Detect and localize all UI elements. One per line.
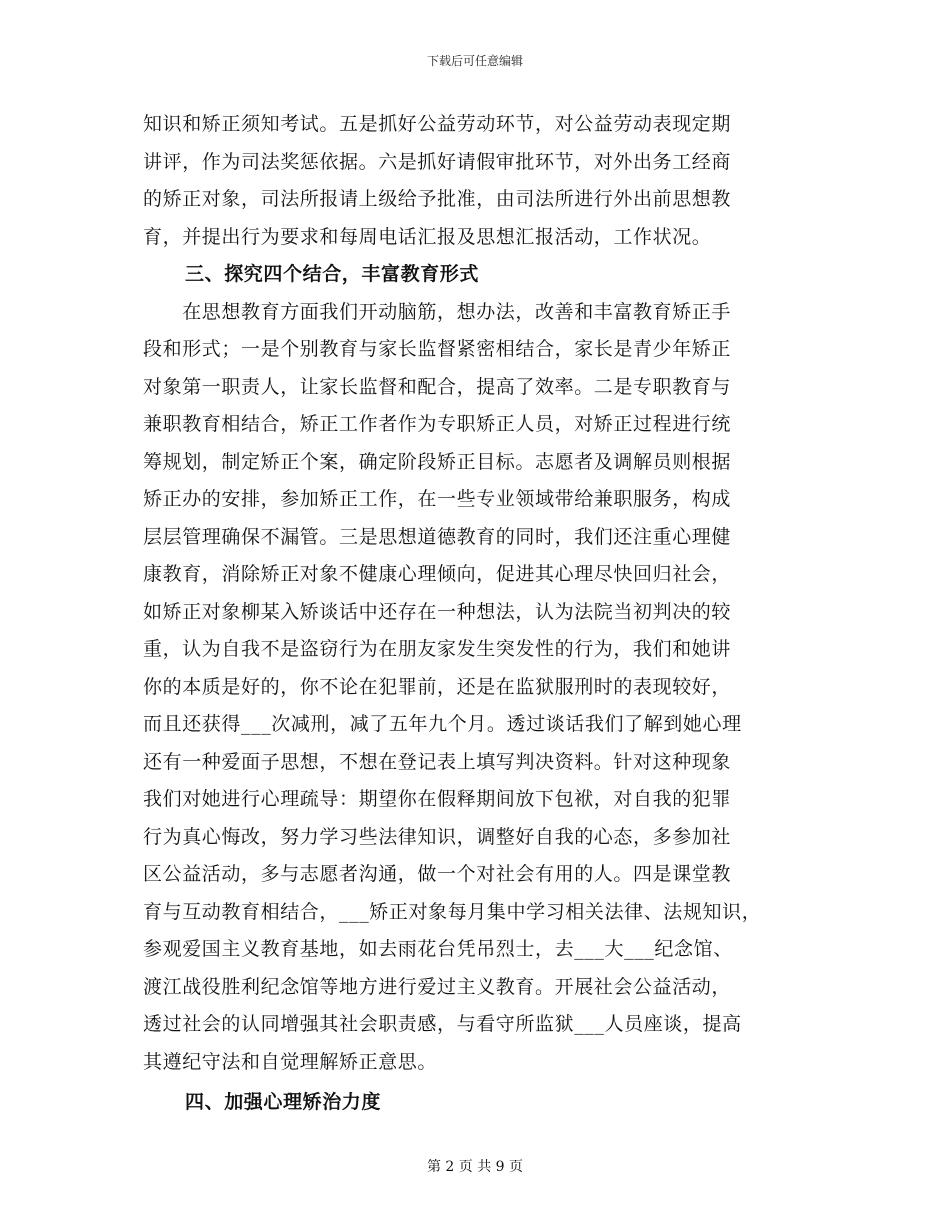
text-line: 其遵纪守法和自觉理解矫正意思。 [143, 1050, 438, 1073]
text-line: 矫正办的安排，参加矫正工作，在一些专业领域带给兼职服务，构成 [143, 488, 732, 510]
text-line: 行为真心悔改，努力学习些法律知识，调整好自我的心态，多参加社 [143, 825, 732, 848]
text-line: 对象第一职责人，让家长监督和配合，提高了效率。二是专职教育与 [143, 375, 732, 398]
text-line: 渡江战役胜利纪念馆等地方进行爱过主义教育。开展社会公益活动， [143, 975, 732, 998]
text-line: 参观爱国主义教育基地，如去雨花台凭吊烈士，去___大___纪念馆、 [143, 938, 733, 960]
text-line: 我们对她进行心理疏导：期望你在假释期间放下包袱，对自我的犯罪 [143, 788, 732, 810]
page-header: 下载后可任意编辑 [426, 54, 523, 68]
text-line: 层层管理确保不漏管。三是思想道德教育的同时，我们还注重心理健 [143, 525, 732, 548]
document-body [143, 106, 823, 1122]
text-line: 还有一种爱面子思想，不想在登记表上填写判决资料。针对这种现象 [143, 750, 732, 773]
section-heading-4: 四、加强心理矫治力度 [185, 1091, 382, 1113]
text-line: 筹规划，制定矫正个案，确定阶段矫正目标。志愿者及调解员则根据 [143, 450, 732, 473]
section-heading-3: 三、探究四个结合，丰富教育形式 [185, 263, 480, 285]
text-line: 你的本质是好的，你不论在犯罪前，还是在监狱服刑时的表现较好， [143, 675, 732, 698]
text-line: 重，认为自我不是盗窃行为在朋友家发生突发性的行为，我们和她讲 [143, 638, 732, 660]
page-footer: 第 2 页 共 9 页 [426, 1159, 524, 1175]
text-line: 在思想教育方面我们开动脑筋，想办法，改善和丰富教育矫正手 [143, 300, 732, 323]
text-line: 区公益活动，多与志愿者沟通，做一个对社会有用的人。四是课堂教 [143, 863, 732, 885]
text-line: 讲评，作为司法奖惩依据。六是抓好请假审批环节，对外出务工经商 [143, 150, 732, 173]
text-line: 育与互动教育相结合，___矫正对象每月集中学习相关法律、法规知识， [143, 900, 762, 923]
text-line: 兼职教育相结合，矫正工作者作为专职矫正人员，对矫正过程进行统 [143, 413, 732, 435]
text-line: 康教育，消除矫正对象不健康心理倾向，促进其心理尽快回归社会， [143, 563, 732, 585]
text-line: 育，并提出行为要求和每周电话汇报及思想汇报活动，工作状况。 [143, 225, 712, 248]
text-line: 如矫正对象柳某入矫谈话中还存在一种想法，认为法院当初判决的较 [143, 600, 732, 623]
text-line: 的矫正对象，司法所报请上级给予批准，由司法所进行外出前思想教 [143, 188, 732, 210]
text-line: 段和形式；一是个别教育与家长监督紧密相结合，家长是青少年矫正 [143, 338, 732, 360]
text-line: 知识和矫正须知考试。五是抓好公益劳动环节，对公益劳动表现定期 [143, 113, 732, 135]
text-line: 透过社会的认同增强其社会职责感，与看守所监狱___人员座谈，提高 [143, 1013, 742, 1035]
text-line: 而且还获得___次减刑，减了五年九个月。透过谈话我们了解到她心理 [143, 713, 742, 735]
